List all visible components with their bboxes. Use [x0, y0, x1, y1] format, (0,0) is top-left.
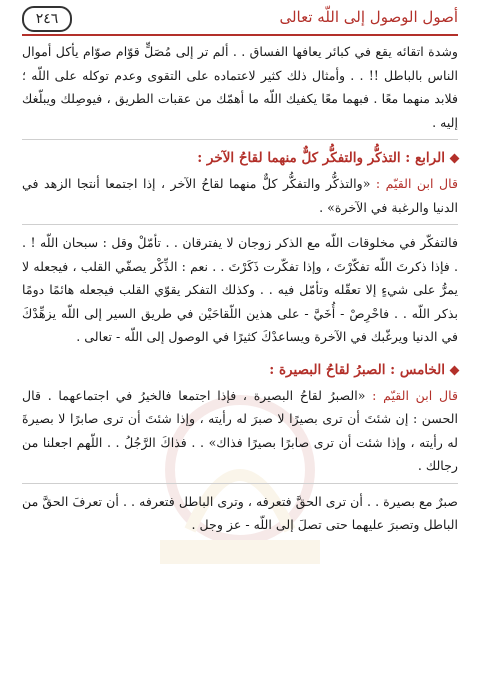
- diamond-bullet-icon: [450, 365, 460, 375]
- section-heading-4: [22, 146, 458, 170]
- page-number: ٢٤٦: [22, 6, 72, 32]
- running-title: أصول الوصول إلى اللّه تعالى: [279, 8, 458, 26]
- quote-attribution: قال ابن القيّم :: [372, 387, 458, 403]
- quote-text: «الصبرُ لقاحُ البصيرة ، فإذا اجتمعا فالخيرُ في اجتماعهما . قال الحسن : إن شئتَ أن ترى بصيرًا لا صبرَ له رأيته ، وإذا شئتَ أن ترى صابرًا لا بصيرةَ له رأيته ، وإذا شئت أن ترى صابرًا بصيرًا فذاك» . . فذاكَ الرَّجُلُ . . اللّهم اجعلنا من رجالك .: [22, 387, 458, 473]
- section-heading-5: [22, 358, 458, 382]
- quote-text: «والتذكُّر والتفكُّر كلٌّ منهما لقاحُ الآخر ، إذا اجتمعا أنتجا الزهد في الدنيا والرغبة في الآخرة» .: [22, 176, 458, 215]
- section-heading-5-text: الخامس : الصبرُ لقاحُ البصيرة :: [269, 361, 445, 378]
- divider: [22, 224, 458, 225]
- running-header: [22, 6, 458, 36]
- page-body: [22, 40, 458, 537]
- paragraph-2: فالتفكّر في مخلوقات اللّه مع الذكر زوجان لا يفترقان . . تأمّلْ وقل : سبحان اللّه ! . . فإذا ذكرتَ اللّه تفكّرْتَ ، وإذا تفكّرت ذَكَرْتَ . . نعم : الذِّكْر يصفّي القلب ، فيجعله لا يمرُّ على شيءٍ إلا تعقّله وتأمّل فيه . . وكذلك التفكر يقوّي القلب فيجعله هائمًا دومًا بذكر اللّه . . فاحْرِصْ - أُخَيَّ - على هذين اللّقاحَيْن في طريق السير إلى اللّه يزهِّدْكَ في الدنيا ويرغّبك في الآخرة ويساعدْكَ كثيرًا في الوصول إلى اللّه - تعالى .: [22, 235, 458, 344]
- paragraph-3: صبرٌ مع بصيرة . . أن ترى الحقَّ فتعرفه ، وترى الباطل فتعرفه . . أن تعرفَ الحقَّ من الباطل وتصبرَ عليهما حتى تصلَ إلى اللّه - عز وجل .: [22, 493, 458, 532]
- quote-attribution: قال ابن القيّم :: [375, 176, 458, 191]
- section-heading-4-text: الرابع : التذكُّر والتفكُّر كلٌّ منهما لقاحُ الآخر :: [197, 150, 445, 166]
- section-4-quote: [22, 172, 458, 219]
- paragraph-1: وشدة اتقائه يقع في كبائر يعافها الفساق . . ألم تر إلى مُصَلٍّ قوّام صوّام يأكل أموال الناس بالباطل !! . . وأمثال ذلك كثير لاعتماده على التقوى وعدم توكله على اللّه ؛ فلابد منهما معًا . فبهما معًا يكفيك اللّه ما أهمّك من عقبات الطريق ، فيوصِلك ويبلّغك إليه .: [22, 44, 458, 130]
- diamond-bullet-icon: [450, 154, 460, 164]
- divider: [22, 139, 458, 140]
- section-5-quote: [22, 384, 458, 478]
- divider: [22, 483, 458, 484]
